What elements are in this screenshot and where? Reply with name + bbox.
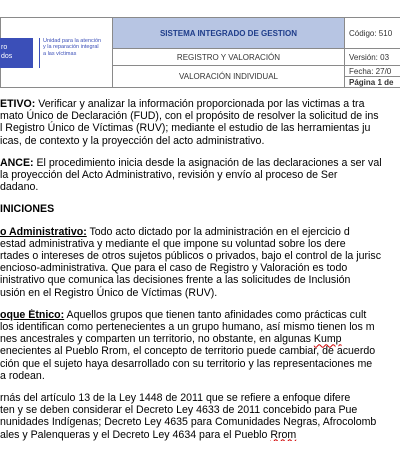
procedure-name: VALORACIÓN INDIVIDUAL: [113, 66, 345, 88]
objective-paragraph: [0, 98, 400, 147]
law-paragraph: [0, 392, 400, 441]
admin-act-line: inistrativo que comunica las decisiones frente a las solicitudes de Inclusión: [0, 274, 400, 286]
scope-paragraph: [0, 157, 400, 194]
document-version: Versión: 03: [345, 49, 400, 66]
law-line: rnás del artículo 13 de la Ley 1448 de 2011 que se refiere a enfoque difere: [0, 392, 400, 404]
spellcheck-word: Rrom: [270, 429, 296, 441]
page-number: [345, 77, 400, 88]
objective-line: icas, de contexto y la proyección del acto administrativo.: [0, 135, 400, 147]
definitions-heading: INICIONES: [0, 203, 400, 215]
ethnic-line: nes ancestrales y comparten un territorio, no obstante, en algunas: [0, 333, 314, 345]
admin-act-paragraph: [0, 226, 400, 299]
admin-act-line: Todo acto dictado por la administración en el ejercicio d: [87, 226, 350, 238]
document-code: Código: 510: [345, 18, 400, 49]
scope-label: ANCE:: [0, 157, 34, 169]
law-line: nunidades Indígenas; Decreto Ley 4635 para Comunidades Negras, Afrocolomb: [0, 416, 400, 428]
ethnic-label: oque Étnico:: [0, 309, 64, 321]
ethnic-paragraph: [0, 309, 400, 382]
ethnic-line: a rodean.: [0, 370, 400, 382]
system-title: SISTEMA INTEGRADO DE GESTION: [113, 18, 345, 49]
scope-line: la proyección del Acto Administrativo, revisión y envío al proceso de Ser: [0, 169, 400, 181]
logo-cell: [1, 18, 113, 88]
admin-act-line: encioso-administrativa. Que para el caso de Registro y Valoración es todo: [0, 262, 400, 274]
objective-line: Verificar y analizar la información proporcionada por las victimas a tra: [35, 98, 364, 110]
logo-separator: [39, 38, 40, 68]
page-number-text: Página 1 de: [349, 78, 393, 87]
objective-label: ETIVO:: [0, 98, 35, 110]
spellcheck-word: Kump: [314, 333, 342, 345]
logo-band: ro dos: [0, 38, 33, 68]
document-date: Fecha: 27/0: [345, 66, 400, 77]
objective-line: mato Único de Declaración (FUD), con el propósito de resolver la solicitud de ins: [0, 110, 400, 122]
scope-line: dadano.: [0, 181, 400, 193]
document-body: [0, 98, 400, 451]
objective-line: l Registro Único de Víctimas (RUV); mediante el estudio de las herramientas ju: [0, 122, 400, 134]
admin-act-label: o Administrativo:: [0, 226, 87, 238]
ethnic-line: ción que el sujeto haya desarrollado con su territorio y las representaciones me: [0, 358, 400, 370]
admin-act-line: rtades o intereses de otros sujetos públicos o privados, bajo el control de la jurisc: [0, 250, 400, 262]
admin-act-line: estad administrativa y mediante el que impone su voluntad sobre los dere: [0, 238, 400, 250]
ethnic-line: los identifican como pertenecientes a un grupo humano, así mismo tienen los m: [0, 321, 400, 333]
ethnic-line: enecientes al Pueblo Rrom, el concepto de territorio puede cambiar, de acuerdo: [0, 345, 400, 357]
document-header-table: [0, 17, 400, 88]
ethnic-line: Aquellos grupos que tienen tanto afinidades como prácticas cult: [64, 309, 366, 321]
admin-act-line: usión en el Registro Único de Víctimas (RUV).: [0, 287, 400, 299]
process-name: REGISTRO Y VALORACIÓN: [113, 49, 345, 66]
scope-line: El procedimiento inicia desde la asignación de las declaraciones a ser val: [34, 157, 382, 169]
law-line: ten y se deben considerar el Decreto Ley 4633 de 2011 concebido para Pue: [0, 404, 400, 416]
logo-text: Unidad para la atención y la reparación integral a las víctimas: [43, 38, 109, 58]
law-line: ales y Palenqueras y el Decreto Ley 4634 para el Pueblo: [0, 429, 270, 441]
